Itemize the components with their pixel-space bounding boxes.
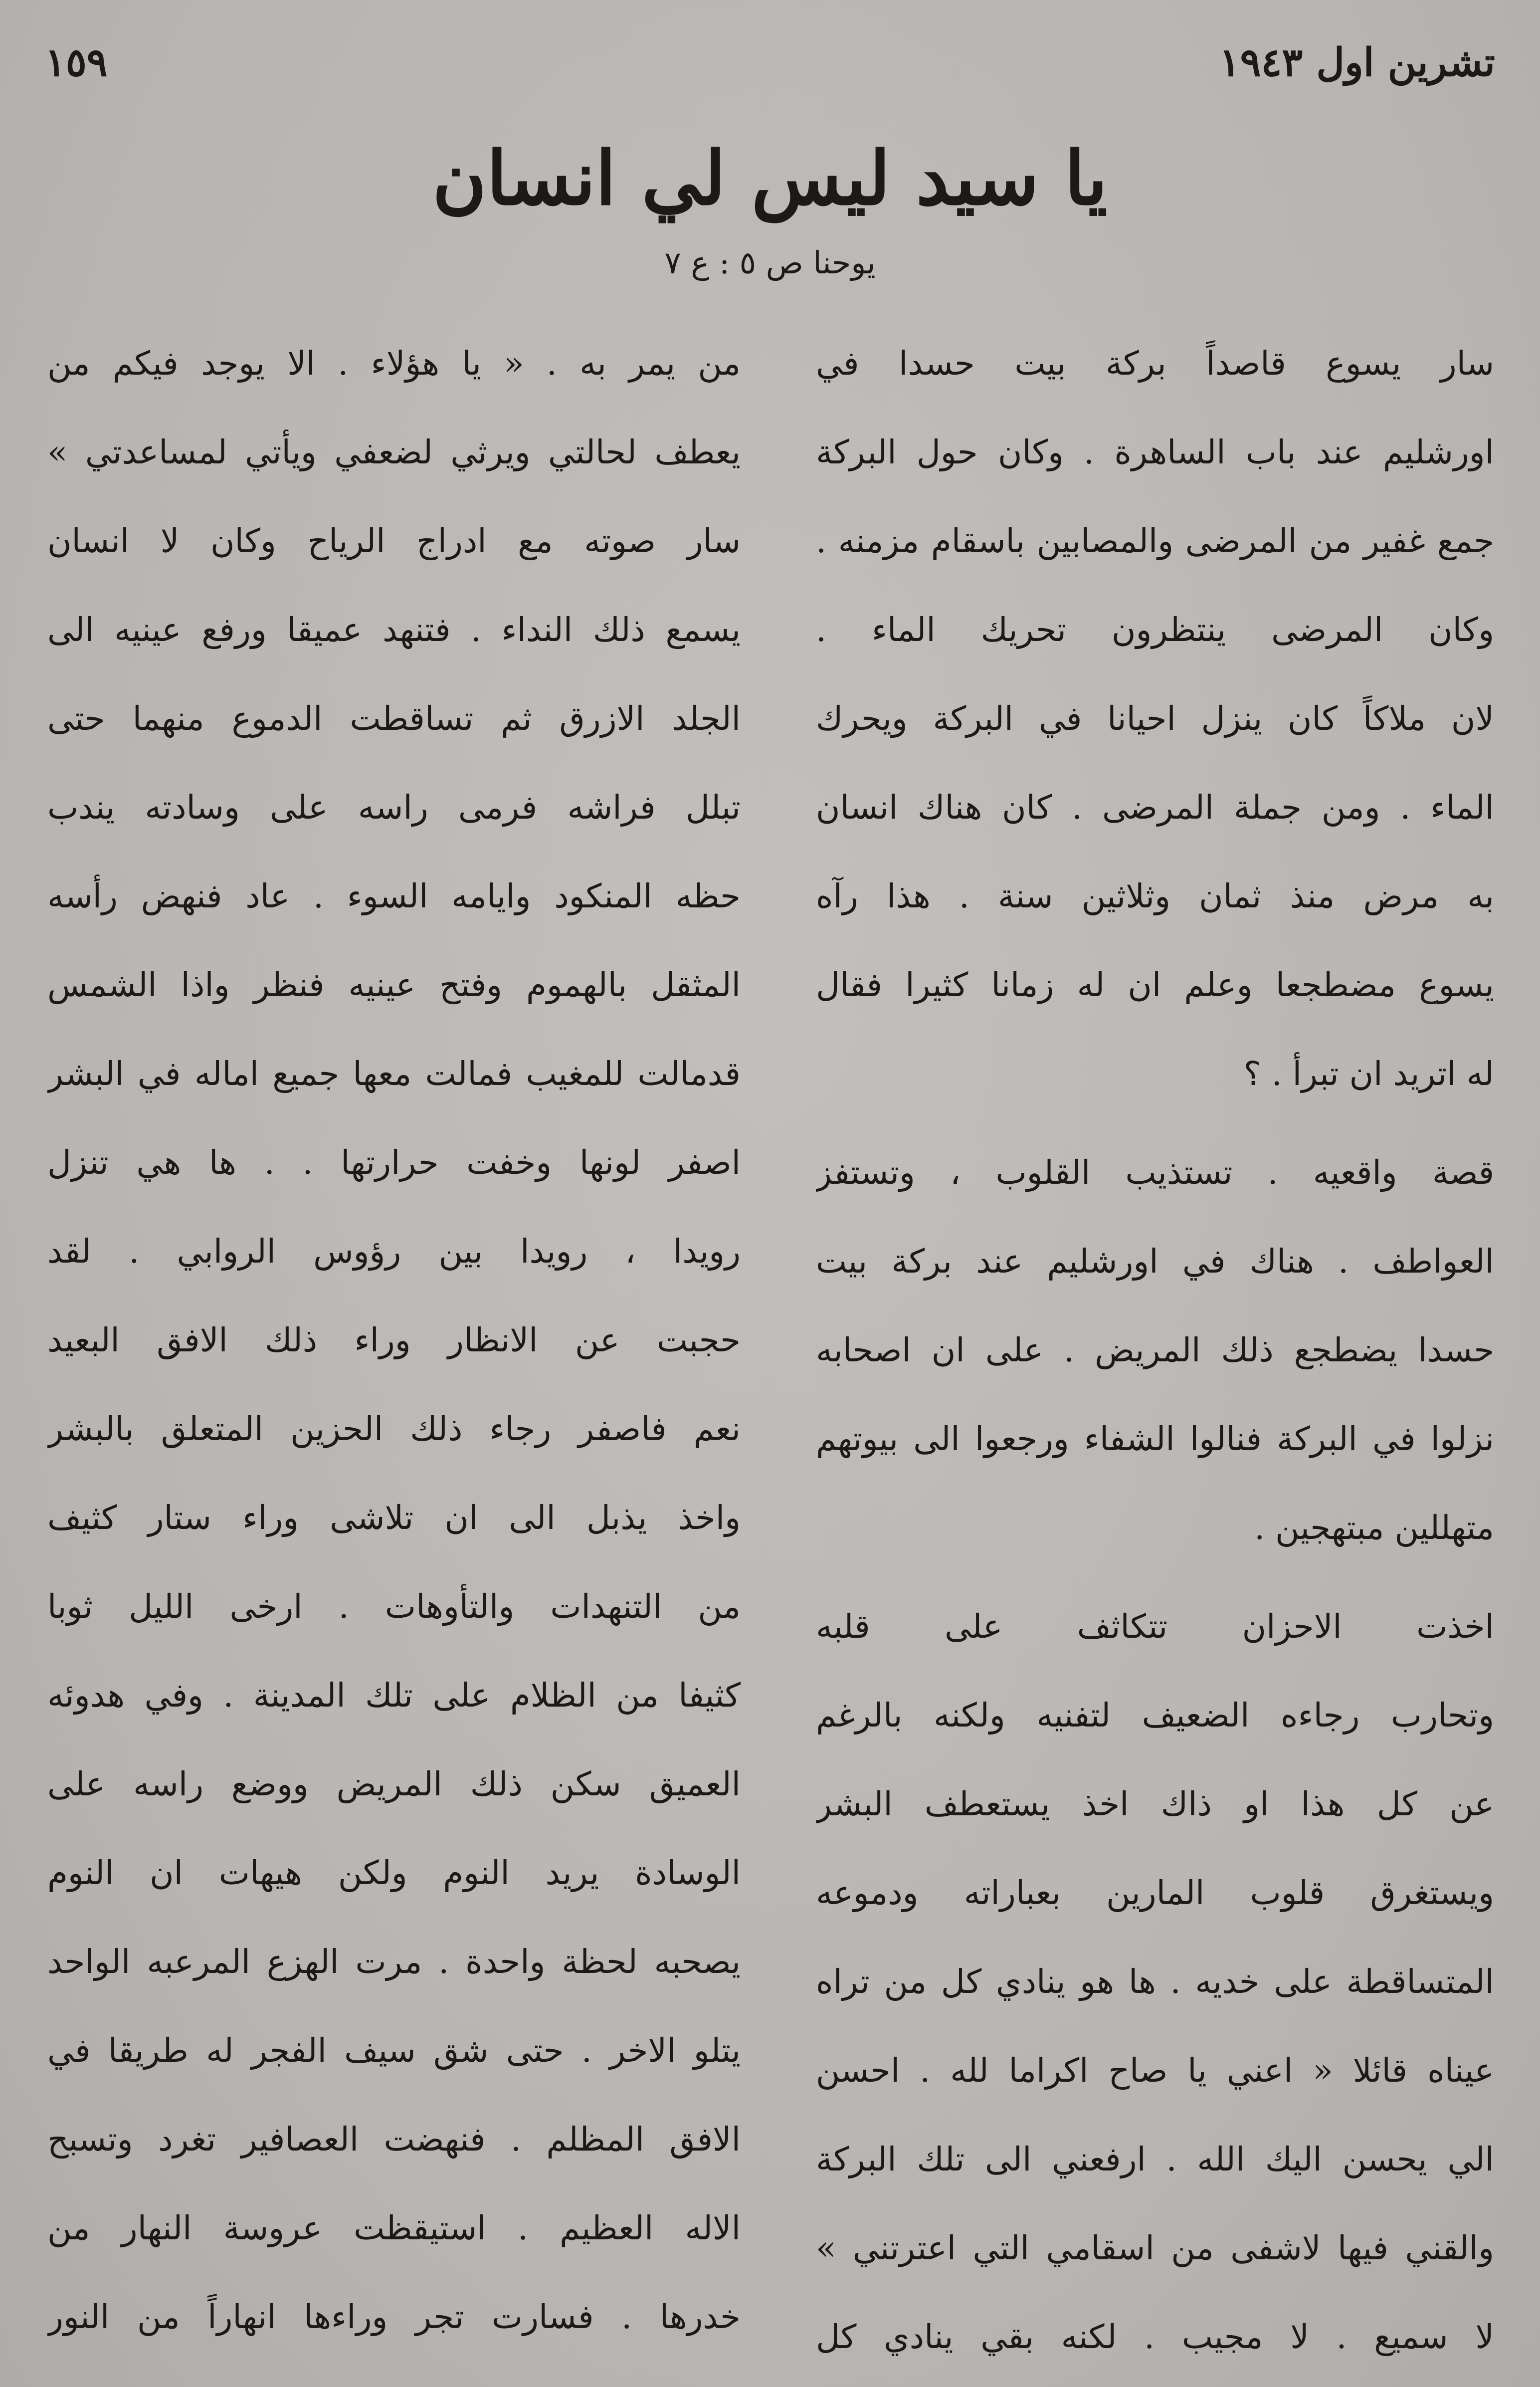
text-line: الماء . ومن جملة المرضى . كان هناك انسان (816, 788, 1494, 827)
right-column (816, 319, 1494, 2382)
text-line: من يمر به . « يا هؤلاء . الا يوجد فيكم من (47, 344, 741, 383)
text-line: عيناه قائلا « اعني يا صاح اكراما لله . احسن (816, 2051, 1494, 2090)
paragraph (816, 1582, 1494, 2382)
text-line: عن كل هذا او ذاك اخذ يستعطف البشر (816, 1785, 1494, 1823)
left-column (47, 319, 741, 2362)
text-line: يسوع مضطجعا وعلم ان له زمانا كثيرا فقال (816, 966, 1494, 1004)
text-line: حجبت عن الانظار وراء ذلك الافق البعيد (47, 1321, 741, 1359)
text-line: سار صوته مع ادراج الرياح وكان لا انسان (47, 522, 741, 560)
text-line: لا سميع . لا مجيب . لكنه بقي ينادي كل (816, 2318, 1494, 2356)
scripture-reference: يوحنا ص ٥ : ع ٧ (664, 244, 876, 281)
page-header (45, 40, 1495, 100)
text-line: خدرها . فسارت تجر وراءها انهاراً من النور (47, 2298, 741, 2336)
text-line: يعطف لحالتي ويرثي لضعفي ويأتي لمساعدتي » (47, 433, 741, 471)
text-line: نزلوا في البركة فنالوا الشفاء ورجعوا الى بيوتهم (816, 1420, 1494, 1458)
text-line: له اتريد ان تبرأ . ؟ (1243, 1055, 1494, 1093)
text-line: الاله العظيم . استيقظت عروسة النهار من (47, 2209, 741, 2247)
text-line: تبلل فراشه فرمى راسه على وسادته يندب (47, 788, 741, 827)
text-line: يتلو الاخر . حتى شق سيف الفجر له طريقا في (47, 2031, 741, 2070)
text-line: الي يحسن اليك الله . ارفعني الى تلك البركة (816, 2140, 1494, 2178)
text-line: قصة واقعيه . تستذيب القلوب ، وتستفز (816, 1153, 1494, 1192)
text-line: سار يسوع قاصداً بركة بيت حسدا في (816, 344, 1494, 383)
paragraph (816, 319, 1494, 1118)
text-line: واخذ يذبل الى ان تلاشى وراء ستار كثيف (47, 1499, 741, 1537)
page-number: ١٥٩ (45, 40, 108, 85)
text-line: ويستغرق قلوب المارين بعباراته ودموعه (816, 1874, 1494, 1912)
text-line: وتحارب رجاءه الضعيف لتفنيه ولكنه بالرغم (816, 1696, 1494, 1735)
text-line: رويدا ، رويدا بين رؤوس الروابي . لقد (47, 1232, 741, 1271)
text-line: والقني فيها لاشفى من اسقامي التي اعترتني » (816, 2229, 1494, 2267)
text-line: حسدا يضطجع ذلك المريض . على ان اصحابه (816, 1331, 1494, 1369)
text-line: جمع غفير من المرضى والمصابين باسقام مزمنه . (816, 522, 1494, 560)
text-line: الوسادة يريد النوم ولكن هيهات ان النوم (47, 1854, 741, 1892)
text-line: نعم فاصفر رجاء ذلك الحزين المتعلق بالبشر (47, 1410, 741, 1448)
text-line: حظه المنكود وايامه السوء . عاد فنهض رأسه (47, 877, 741, 915)
text-line: قدمالت للمغيب فمالت معها جميع اماله في البشر (47, 1055, 741, 1093)
text-line: الافق المظلم . فنهضت العصافير تغرد وتسبح (47, 2120, 741, 2159)
text-line: يسمع ذلك النداء . فتنهد عميقا ورفع عينيه الى (47, 611, 741, 649)
text-line: الجلد الازرق ثم تساقطت الدموع منهما حتى (47, 699, 741, 738)
text-line: متهللين مبتهجين . (1254, 1509, 1494, 1547)
text-line: لان ملاكاً كان ينزل احيانا في البركة ويحرك (816, 699, 1494, 738)
text-line: اصفر لونها وخفت حرارتها . . ها هي تنزل (47, 1143, 741, 1182)
paragraph (816, 1128, 1494, 1572)
text-line: به مرض منذ ثمان وثلاثين سنة . هذا رآه (816, 877, 1494, 915)
text-line: المتساقطة على خديه . ها هو ينادي كل من تراه (816, 1962, 1494, 2001)
article-title: يا سيد ليس لي انسان (432, 135, 1108, 221)
text-line: يصحبه لحظة واحدة . مرت الهزع المرعبه الواحد (47, 1943, 741, 1981)
text-line: العواطف . هناك في اورشليم عند بركة بيت (816, 1242, 1494, 1281)
text-line: من التنهدات والتأوهات . ارخى الليل ثوبا (47, 1587, 741, 1626)
text-line: المثقل بالهموم وفتح عينيه فنظر واذا الشمس (47, 966, 741, 1004)
text-line: كثيفا من الظلام على تلك المدينة . وفي هدوئه (47, 1676, 741, 1715)
issue-date: تشرين اول ١٩٤٣ (1219, 40, 1495, 85)
text-line: وكان المرضى ينتظرون تحريك الماء . (816, 611, 1494, 649)
text-line: اورشليم عند باب الساهرة . وكان حول البركة (816, 433, 1494, 471)
paragraph (47, 319, 741, 2362)
text-line: العميق سكن ذلك المريض ووضع راسه على (47, 1765, 741, 1803)
text-line: اخذت الاحزان تتكاثف على قلبه (816, 1607, 1494, 1646)
